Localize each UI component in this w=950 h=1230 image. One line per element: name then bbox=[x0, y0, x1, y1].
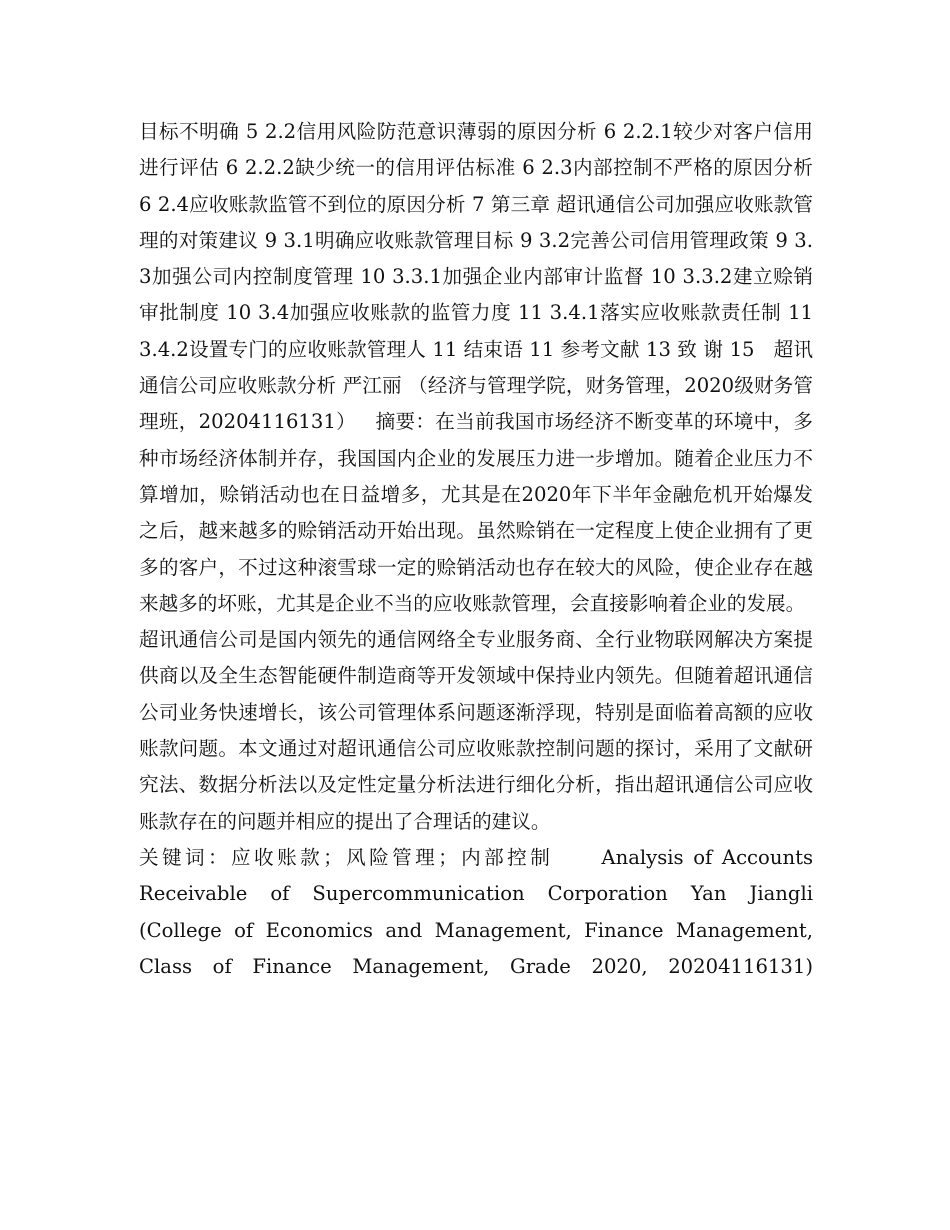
keywords-and-english-title-paragraph: 关键词：应收账款；风险管理；内部控制 Analysis of Accounts Receivable of Supercommunication Corporation Yan Jiangli (College of Economics and Management, Finance Management, Class of Finance Management, Grade 2020, 20204116131) bbox=[139, 845, 820, 978]
abstract-paragraph: 超讯通信公司是国内领先的通信网络全专业服务商、全行业物联网解决方案提供商以及全生态智能硬件制造商等开发领域中保持业内领先。但随着超讯通信公司业务快速增长，该公司管理体系问题逐渐浮现，特别是面临着高额的应收账款问题。本文通过对超讯通信公司应收账款控制问题的探讨，采用了文献研究法、数据分析法以及定性定量分析法进行细化分析，指出超讯通信公司应收账款存在的问题并相应的提出了合理话的建议。 bbox=[139, 628, 813, 833]
document-page bbox=[139, 114, 820, 985]
toc-and-abstract-paragraph: 目标不明确 5 2.2信用风险防范意识薄弱的原因分析 6 2.2.1较少对客户信用进行评估 6 2.2.2缺少统一的信用评估标准 6 2.3内部控制不严格的原因分析 6 2.4应收账款监管不到位的原因分析 7 第三章 超讯通信公司加强应收账款管理的对策建议 9 3.1明确应收账款管理目标 9 3.2完善公司信用管理政策 9 3.3加强公司内控制度管理 10 3.3.1加强企业内部审计监督 10 3.3.2建立赊销审批制度 10 3.4加强应收账款的监管力度 11 3.4.1落实应收账款责任制 11 3.4.2设置专门的应收账款管理人 11 结束语 11 参考文献 13 致 谢 15 超讯通信公司应收账款分析 严江丽 （经济与管理学院，财务管理，2020级财务管理班，20204116131） 摘要：在当前我国市场经济不断变革的环境中，多种市场经济体制并存，我国国内企业的发展压力进一步增加。随着企业压力不算增加，赊销活动也在日益增多，尤其是在2020年下半年金融危机开始爆发之后，越来越多的赊销活动开始出现。虽然赊销在一定程度上使企业拥有了更多的客户，不过这种滚雪球一定的赊销活动也存在较大的风险，使企业存在越来越多的坏账，尤其是企业不当的应收账款管理，会直接影响着企业的发展。 bbox=[139, 120, 820, 615]
